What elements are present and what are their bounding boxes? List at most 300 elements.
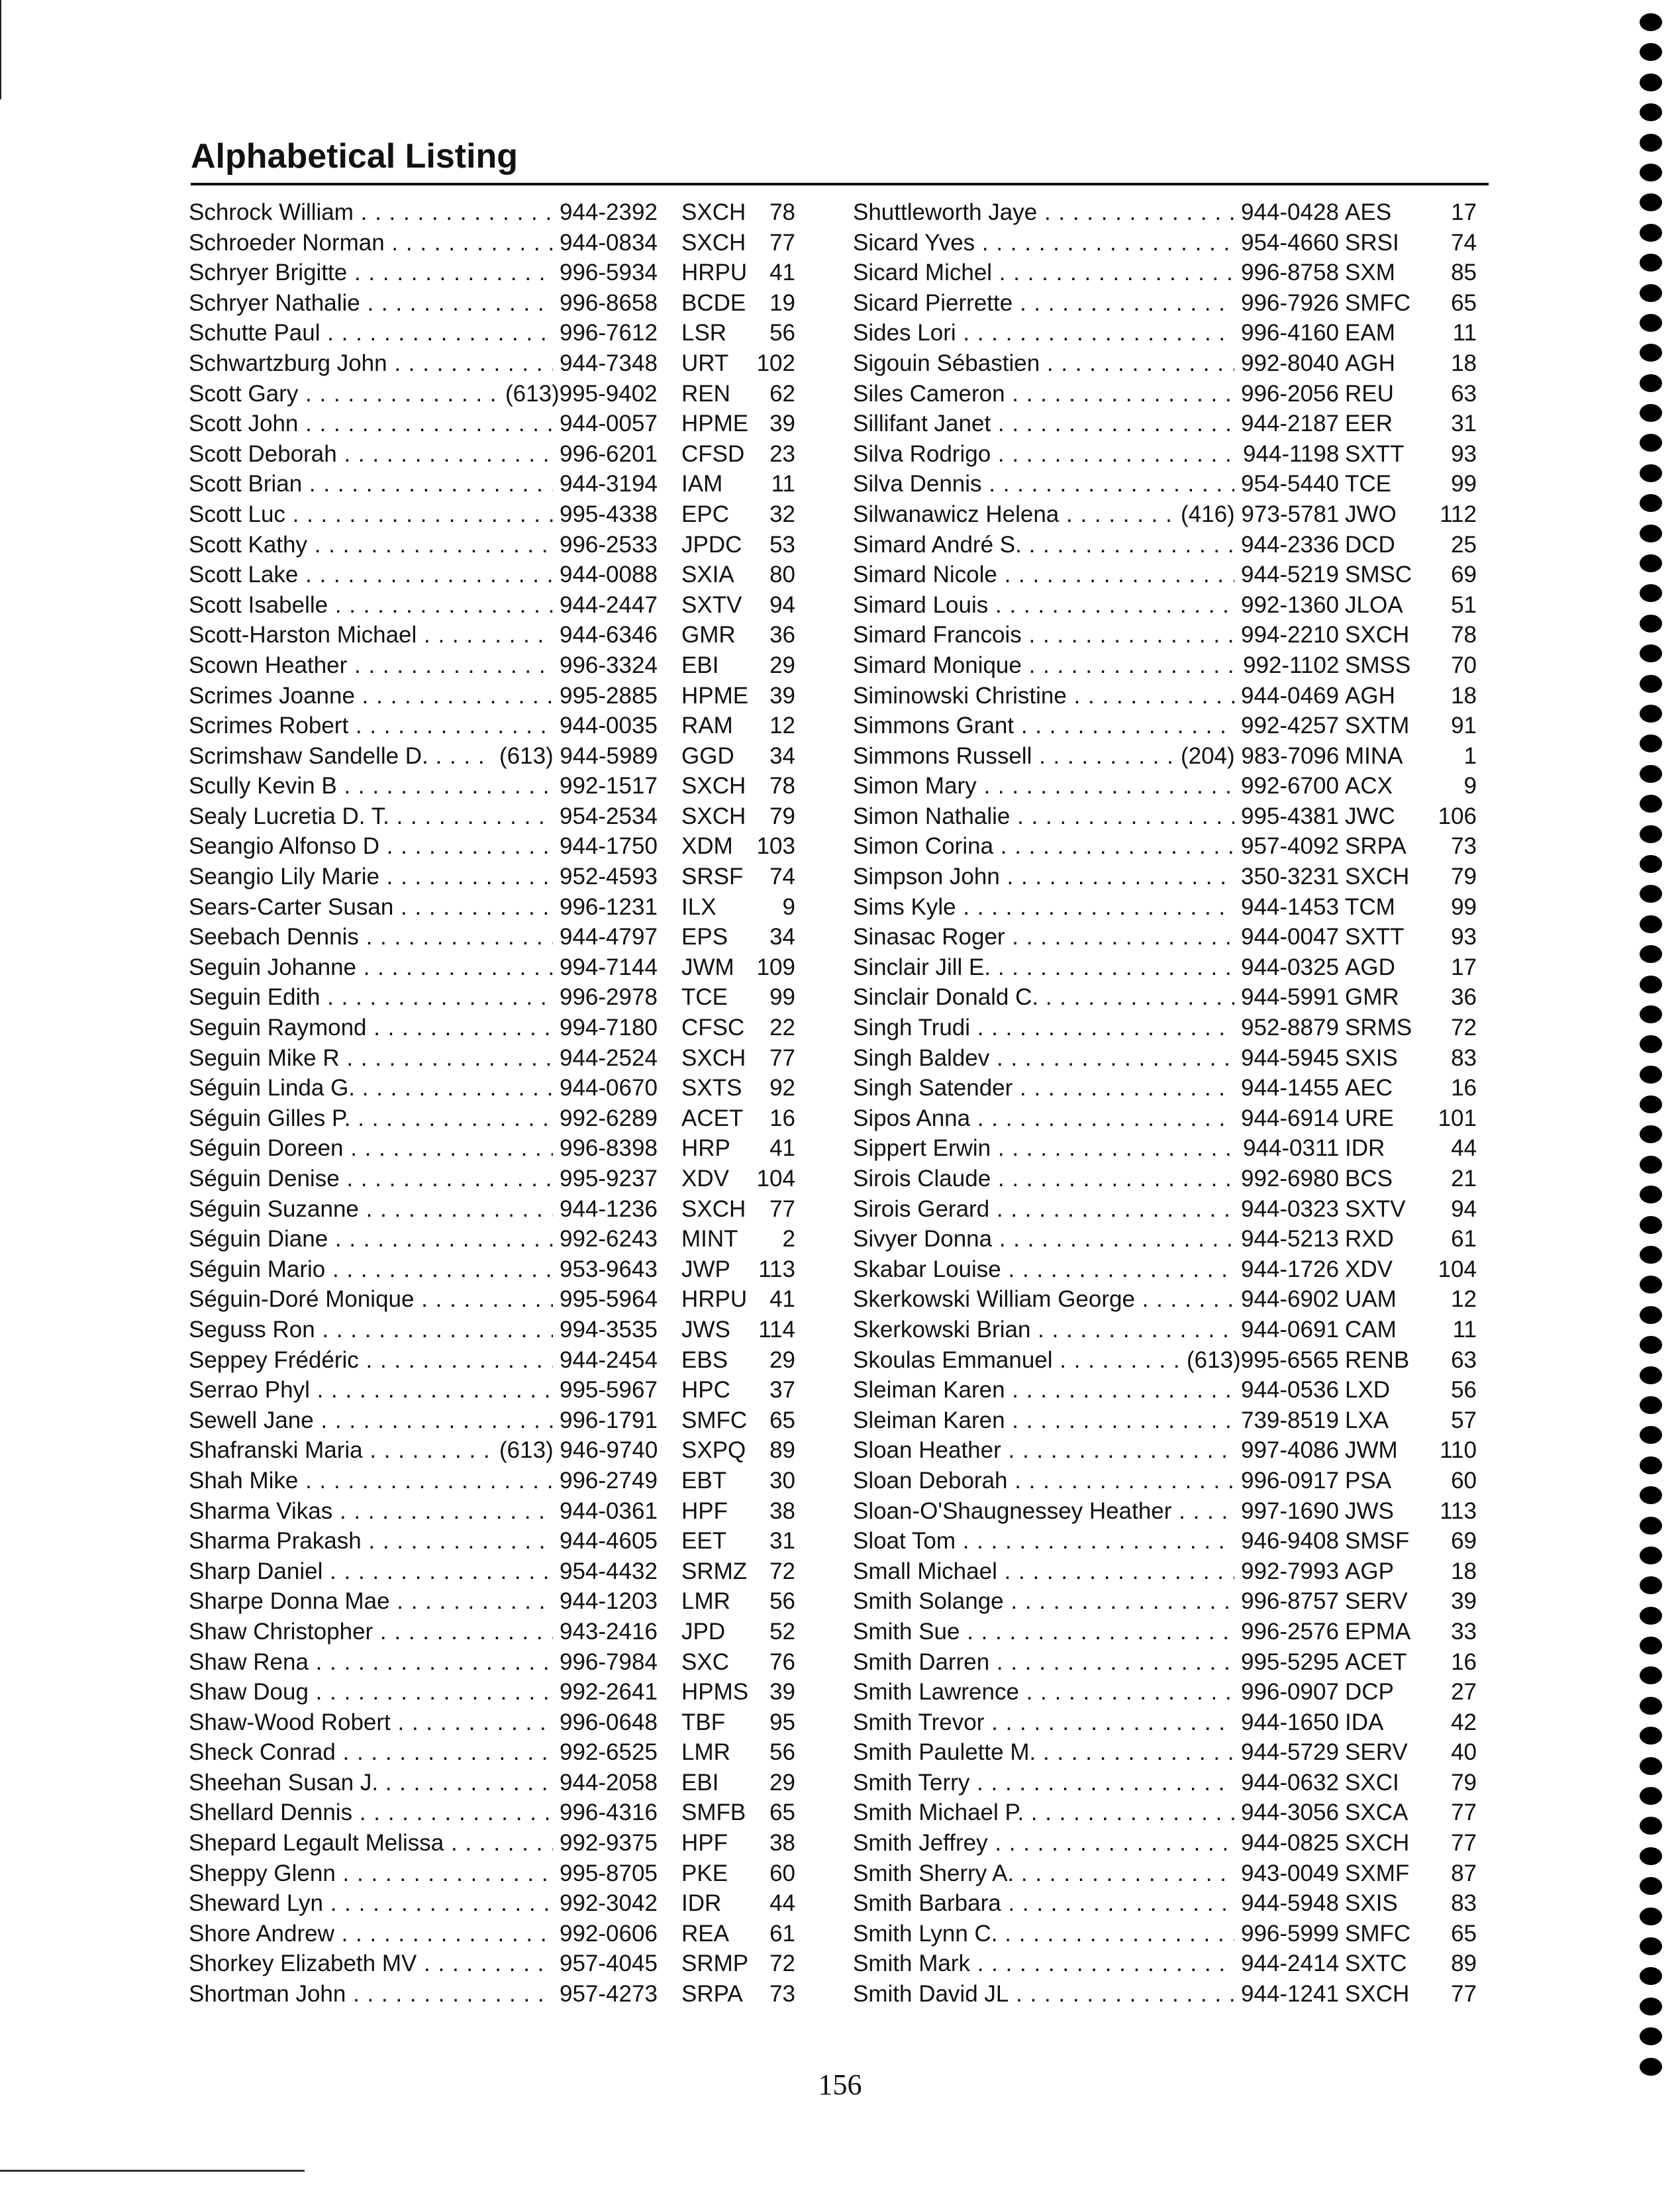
entry-page: 56	[1451, 1377, 1477, 1403]
entry-page: 61	[1451, 1226, 1477, 1252]
entry-dept: ACX	[1345, 773, 1393, 799]
entry-phone: 996-0648	[556, 1707, 658, 1738]
entry-dept: IDR	[1345, 1135, 1385, 1162]
entry-page: 70	[1451, 652, 1477, 678]
entry-page: 37	[769, 1377, 795, 1403]
entry-name: Scott Luc . . .	[189, 499, 553, 530]
entry-phone: 996-1791	[556, 1405, 658, 1436]
entry-phone: 992-4257	[1237, 711, 1339, 741]
entry-dept: BCS	[1345, 1166, 1393, 1192]
title-rule	[191, 183, 1489, 185]
entry-phone: 944-0323	[1237, 1194, 1339, 1225]
binding-hole	[1640, 735, 1662, 752]
binding-hole	[1640, 134, 1662, 152]
entry-name: Simard Monique . . .	[853, 650, 1236, 681]
entry-page: 41	[769, 1286, 795, 1313]
entry-phone: 995-5964	[556, 1284, 658, 1315]
binding-hole	[1640, 1877, 1662, 1895]
entry-dept: JWM	[1345, 1437, 1398, 1464]
entry-phone: 996-2576	[1237, 1617, 1339, 1647]
entry-page: 51	[1451, 591, 1477, 618]
entry-name: Simon Nathalie . . .	[853, 801, 1234, 832]
entry-page: 41	[769, 1135, 795, 1162]
entry-name: Singh Trudi . . .	[853, 1013, 1234, 1043]
entry-phone: 994-2210	[1237, 620, 1339, 650]
entry-name: Sivyer Donna . . .	[853, 1224, 1234, 1254]
entry-dept: EBI	[681, 1769, 719, 1796]
entry-page: 104	[756, 1166, 795, 1192]
binding-hole	[1640, 1396, 1662, 1414]
entry-name: Sillifant Janet . . .	[853, 409, 1234, 439]
entry-dept: SXTM	[1345, 713, 1410, 739]
entry-name: Sigouin Sébastien . . .	[853, 348, 1234, 379]
binding-hole	[1640, 1967, 1662, 1985]
entry-dept: PKE	[681, 1860, 728, 1886]
entry-name: Schryer Nathalie . . .	[189, 288, 553, 319]
entry-dept: JWM	[681, 954, 734, 980]
binding-hole	[1640, 644, 1662, 662]
entry-page: 34	[769, 742, 795, 769]
entry-phone: 995-5295	[1237, 1647, 1339, 1678]
entry-page: 113	[758, 1256, 795, 1282]
entry-phone: 996-8758	[1237, 258, 1339, 288]
entry-name: Smith Jeffrey . . .	[853, 1828, 1234, 1858]
entry-phone: 944-3194	[556, 469, 658, 499]
entry-dept: SXCH	[681, 773, 746, 799]
entry-dept: RXD	[1345, 1226, 1394, 1252]
entry-page: 12	[769, 713, 795, 739]
entry-page: 65	[1451, 1920, 1477, 1947]
binding-hole	[1640, 1125, 1662, 1143]
entry-dept: HRPU	[681, 1286, 748, 1313]
entry-name: Schroeder Norman . . .	[189, 228, 553, 258]
entry-phone: 944-2447	[556, 590, 658, 621]
entry-phone: 995-2885	[556, 681, 658, 711]
entry-phone: 996-0917	[1237, 1466, 1339, 1496]
entry-page: 77	[769, 229, 795, 256]
entry-phone: 996-6201	[556, 439, 658, 470]
entry-name: Siminowski Christine . . .	[853, 681, 1234, 711]
entry-page: 38	[769, 1498, 795, 1524]
entry-name: Smith Solange . . .	[853, 1586, 1234, 1617]
entry-dept: LXD	[1345, 1377, 1391, 1403]
entry-phone: 944-1750	[556, 831, 658, 862]
entry-page: 102	[756, 350, 795, 376]
binding-hole	[1640, 554, 1662, 572]
entry-page: 76	[769, 1649, 795, 1675]
entry-name: Seguin Edith . . .	[189, 982, 553, 1013]
entry-page: 44	[1451, 1135, 1477, 1162]
entry-dept: AGH	[1345, 350, 1395, 376]
entry-name: Scully Kevin B . . .	[189, 771, 553, 801]
entry-page: 29	[769, 1769, 795, 1796]
binding-hole	[1640, 103, 1662, 121]
entry-name: Shaw Rena . . .	[189, 1647, 553, 1678]
entry-dept: SXCA	[1345, 1800, 1408, 1826]
entry-name: Schryer Brigitte . . .	[189, 258, 553, 288]
entry-dept: GMR	[681, 622, 736, 648]
entry-phone: 992-9375	[556, 1828, 658, 1858]
entry-name: Smith Lawrence . . .	[853, 1677, 1234, 1707]
entry-page: 27	[1451, 1679, 1477, 1705]
entry-phone: 943-0049	[1237, 1858, 1339, 1889]
entry-dept: SXCH	[1345, 1830, 1410, 1856]
entry-phone: 992-6980	[1237, 1164, 1339, 1194]
entry-dept: CFSC	[681, 1015, 745, 1041]
page-edge-line	[0, 0, 1, 99]
entry-name: Skerkowski Brian . . .	[853, 1315, 1234, 1345]
entry-name: Sirois Claude . . .	[853, 1164, 1234, 1194]
entry-page: 33	[1451, 1618, 1477, 1645]
entry-page: 77	[1451, 1981, 1477, 2007]
entry-page: 99	[1451, 471, 1477, 497]
entry-phone: 350-3231	[1237, 862, 1339, 892]
page-title: Alphabetical Listing	[191, 137, 519, 176]
entry-dept: SRMS	[1345, 1015, 1412, 1041]
entry-page: 94	[769, 591, 795, 618]
entry-dept: SERV	[1345, 1588, 1408, 1615]
entry-phone: 944-2454	[556, 1345, 658, 1376]
entry-name: Scott Brian . . .	[189, 469, 553, 499]
entry-phone: 996-8398	[556, 1133, 658, 1164]
entry-name: Smith Terry . . .	[853, 1768, 1234, 1798]
entry-dept: SXCH	[681, 803, 746, 829]
entry-dept: RENB	[1345, 1347, 1410, 1373]
entry-page: 61	[769, 1920, 795, 1947]
entry-dept: SXIA	[681, 562, 734, 588]
entry-phone: 944-0325	[1237, 952, 1339, 983]
entry-name: Silwanawicz Helena . . .	[853, 499, 1174, 530]
entry-phone: 944-0047	[1237, 922, 1339, 952]
entry-phone: 944-1198	[1239, 439, 1339, 470]
binding-hole	[1640, 945, 1662, 963]
entry-dept: SRMP	[681, 1951, 749, 1977]
entry-page: 31	[769, 1528, 795, 1554]
entry-dept: XDV	[1345, 1256, 1393, 1282]
binding-hole	[1640, 1486, 1662, 1504]
binding-hole	[1640, 915, 1662, 933]
entry-name: Sharma Prakash . . .	[189, 1526, 553, 1556]
entry-page: 99	[769, 984, 795, 1011]
entry-name: Schrock William . . .	[189, 197, 553, 228]
binding-hole	[1640, 855, 1662, 873]
entry-dept: IAM	[681, 471, 723, 497]
entry-page: 65	[769, 1407, 795, 1433]
entry-phone: (416) 973-5781	[1177, 499, 1339, 530]
entry-dept: JLOA	[1345, 591, 1403, 618]
entry-name: Seebach Dennis . . .	[189, 922, 553, 952]
entry-page: 79	[769, 803, 795, 829]
entry-page: 63	[1451, 380, 1477, 407]
entry-name: Sears-Carter Susan . . .	[189, 892, 553, 923]
binding-hole	[1640, 1095, 1662, 1113]
entry-page: 93	[1451, 924, 1477, 950]
entry-name: Schwartzburg John . . .	[189, 348, 553, 379]
entry-page: 11	[1452, 1316, 1477, 1343]
entry-name: Silva Rodrigo . . .	[853, 439, 1236, 470]
entry-phone: 943-2416	[556, 1617, 658, 1647]
entry-name: Sicard Pierrette . . .	[853, 288, 1234, 319]
entry-name: Scott Kathy . . .	[189, 530, 553, 560]
entry-phone: 944-1650	[1237, 1707, 1339, 1738]
entry-page: 56	[769, 1739, 795, 1766]
binding-hole	[1640, 74, 1662, 91]
entry-phone: 944-5219	[1237, 560, 1339, 590]
entry-page: 103	[756, 833, 795, 860]
entry-page: 18	[1451, 350, 1477, 376]
entry-phone: 944-2414	[1237, 1949, 1339, 1979]
entry-name: Seguin Johanne . . .	[189, 952, 553, 983]
entry-page: 72	[769, 1558, 795, 1584]
entry-name: Seguin Raymond . . .	[189, 1013, 553, 1043]
entry-page: 56	[769, 320, 795, 346]
entry-name: Silva Dennis . . .	[853, 469, 1234, 499]
binding-hole	[1640, 675, 1662, 693]
entry-phone: 944-5945	[1237, 1043, 1339, 1074]
entry-phone: 944-0825	[1237, 1828, 1339, 1858]
entry-name: Singh Satender . . .	[853, 1073, 1234, 1103]
binding-hole	[1640, 494, 1662, 512]
binding-hole	[1640, 193, 1662, 211]
entry-name: Shah Mike . . .	[189, 1466, 553, 1496]
entry-name: Seppey Frédéric . . .	[189, 1345, 553, 1376]
entry-phone: 996-8757	[1237, 1586, 1339, 1617]
entry-name: Shorkey Elizabeth MV . . .	[189, 1949, 553, 1979]
entry-dept: MINA	[1345, 742, 1403, 769]
entry-phone: 944-5729	[1237, 1737, 1339, 1768]
entry-phone: 944-2524	[556, 1043, 658, 1074]
entry-name: Simmons Russell . . .	[853, 741, 1174, 772]
entry-phone: 944-2058	[556, 1768, 658, 1798]
entry-name: Seangio Alfonso D . . .	[189, 831, 553, 862]
binding-hole	[1640, 1937, 1662, 1955]
entry-dept: SRSF	[681, 864, 744, 890]
entry-phone: 992-7993	[1237, 1556, 1339, 1587]
entry-name: Séguin Gilles P. . . .	[189, 1103, 553, 1134]
binding-hole	[1640, 1366, 1662, 1384]
entry-phone: 944-1236	[556, 1194, 658, 1225]
entry-name: Seangio Lily Marie . . .	[189, 862, 553, 892]
entry-phone: 944-1203	[556, 1586, 658, 1617]
entry-page: 42	[1451, 1709, 1477, 1735]
entry-dept: HPC	[681, 1377, 730, 1403]
binding-hole	[1640, 1697, 1662, 1715]
entry-name: Scott Deborah . . .	[189, 439, 553, 470]
entry-page: 38	[769, 1830, 795, 1856]
entry-name: Sipos Anna . . .	[853, 1103, 1234, 1134]
entry-name: Schutte Paul . . .	[189, 318, 553, 348]
entry-phone: 996-7926	[1237, 288, 1339, 319]
entry-dept: HPME	[681, 411, 749, 437]
entry-page: 77	[769, 1195, 795, 1222]
entry-name: Shore Andrew . . .	[189, 1919, 553, 1949]
binding-hole	[1640, 1306, 1662, 1324]
entry-page: 78	[769, 773, 795, 799]
binding-hole	[1640, 1787, 1662, 1805]
entry-dept: SMSS	[1345, 652, 1411, 678]
entry-dept: SXIS	[1345, 1044, 1398, 1071]
entry-dept: SRSI	[1345, 229, 1399, 256]
entry-name: Seguin Mike R . . .	[189, 1043, 553, 1074]
entry-dept: TCE	[681, 984, 728, 1011]
entry-dept: MINT	[681, 1226, 738, 1252]
entry-page: 112	[1440, 501, 1477, 527]
entry-name: Sides Lori . . .	[853, 318, 1234, 348]
entry-name: Small Michael . . .	[853, 1556, 1234, 1587]
entry-page: 77	[769, 1044, 795, 1071]
entry-dept: SXMF	[1345, 1860, 1410, 1886]
entry-dept: SRPA	[681, 1981, 743, 2007]
entry-dept: DCP	[1345, 1679, 1394, 1705]
entry-name: Sloan Deborah . . .	[853, 1466, 1234, 1496]
binding-hole	[1640, 1216, 1662, 1234]
entry-page: 34	[769, 924, 795, 950]
entry-dept: AGD	[1345, 954, 1395, 980]
entry-page: 40	[1451, 1739, 1477, 1766]
entry-page: 73	[769, 1981, 795, 2007]
entry-phone: 944-5948	[1237, 1888, 1339, 1919]
binding-hole	[1640, 1547, 1662, 1564]
entry-name: Simon Mary . . .	[853, 771, 1234, 801]
entry-phone: 994-7180	[556, 1013, 658, 1043]
entry-page: 56	[769, 1588, 795, 1615]
entry-name: Seguss Ron . . .	[189, 1315, 553, 1345]
entry-page: 16	[769, 1105, 795, 1131]
entry-phone: 996-0907	[1237, 1677, 1339, 1707]
binding-hole	[1640, 976, 1662, 993]
entry-dept: DCD	[1345, 531, 1395, 558]
entry-page: 110	[1440, 1437, 1477, 1464]
entry-phone: 944-5213	[1237, 1224, 1339, 1254]
entry-phone: 944-6914	[1237, 1103, 1339, 1134]
entry-page: 69	[1451, 1528, 1477, 1554]
entry-dept: EPS	[681, 924, 728, 950]
entry-phone: 957-4045	[556, 1949, 658, 1979]
entry-page: 63	[1451, 1347, 1477, 1373]
entry-dept: JPDC	[681, 531, 742, 558]
entry-dept: GMR	[1345, 984, 1399, 1011]
entry-dept: REA	[681, 1920, 729, 1947]
entry-page: 73	[1451, 833, 1477, 860]
binding-hole	[1640, 1456, 1662, 1474]
entry-page: 89	[769, 1437, 795, 1464]
entry-page: 32	[769, 501, 795, 527]
entry-phone: 952-8879	[1237, 1013, 1339, 1043]
entry-phone: 952-4593	[556, 862, 658, 892]
entry-phone: 992-6525	[556, 1737, 658, 1768]
entry-dept: SRMZ	[681, 1558, 748, 1584]
entry-page: 72	[769, 1951, 795, 1977]
entry-name: Sleiman Karen . . .	[853, 1375, 1234, 1405]
entry-dept: SMFC	[1345, 289, 1411, 316]
entry-name: Smith Lynn C. . . .	[853, 1919, 1234, 1949]
entry-name: Sloan Heather . . .	[853, 1435, 1234, 1466]
entry-phone: 944-6346	[556, 620, 658, 650]
entry-phone: 944-0361	[556, 1496, 658, 1527]
entry-dept: SXCH	[681, 1195, 746, 1222]
binding-hole	[1640, 615, 1662, 633]
entry-page: 16	[1451, 1075, 1477, 1101]
entry-name: Smith Paulette M. . . .	[853, 1737, 1234, 1768]
binding-hole	[1640, 43, 1662, 61]
entry-dept: AEC	[1345, 1075, 1393, 1101]
entry-phone: 944-0088	[556, 560, 658, 590]
entry-dept: LMR	[681, 1739, 730, 1766]
binding-hole	[1640, 1035, 1662, 1053]
binding-hole	[1640, 404, 1662, 422]
binding-hole	[1640, 795, 1662, 813]
entry-dept: ACET	[1345, 1649, 1407, 1675]
entry-page: 62	[769, 380, 795, 407]
entry-dept: PSA	[1345, 1467, 1392, 1494]
entry-dept: JWO	[1345, 501, 1397, 527]
entry-name: Séguin Diane . . .	[189, 1224, 553, 1254]
entry-phone: 992-1517	[556, 771, 658, 801]
entry-phone: 944-0035	[556, 711, 658, 741]
entry-phone: 944-2392	[556, 197, 658, 228]
entry-page: 18	[1451, 1558, 1477, 1584]
entry-page: 53	[769, 531, 795, 558]
entry-dept: EET	[681, 1528, 727, 1554]
entry-name: Shortman John . . .	[189, 1979, 553, 2009]
binding-hole	[1640, 164, 1662, 181]
entry-phone: 994-3535	[556, 1315, 658, 1345]
entry-dept: ILX	[681, 893, 716, 920]
binding-hole	[1640, 1186, 1662, 1203]
entry-name: Sicard Yves . . .	[853, 228, 1234, 258]
entry-name: Smith Michael P. . . .	[853, 1798, 1234, 1828]
entry-phone: 944-1455	[1237, 1073, 1339, 1103]
entry-name: Smith Darren . . .	[853, 1647, 1234, 1678]
binding-hole	[1640, 1907, 1662, 1925]
entry-name: Scott Gary . . .	[189, 379, 499, 409]
entry-name: Sleiman Karen . . .	[853, 1405, 1234, 1436]
entry-phone: 954-4432	[556, 1556, 658, 1587]
binding-hole	[1640, 284, 1662, 302]
entry-dept: BCDE	[681, 289, 746, 316]
entry-dept: RAM	[681, 713, 733, 739]
binding-hole	[1640, 1426, 1662, 1444]
entry-dept: SXCH	[681, 199, 746, 225]
entry-phone: (613) 946-9740	[495, 1435, 658, 1466]
entry-phone: 995-4381	[1237, 801, 1339, 832]
entry-name: Scott Lake . . .	[189, 560, 553, 590]
entry-phone: 944-6902	[1237, 1284, 1339, 1315]
entry-dept: SXCH	[681, 229, 746, 256]
entry-dept: SXCH	[1345, 622, 1410, 648]
entry-dept: AGH	[1345, 682, 1395, 709]
entry-dept: EER	[1345, 411, 1393, 437]
binding-hole	[1640, 765, 1662, 783]
entry-phone: 944-0311	[1239, 1133, 1339, 1164]
entry-phone: 954-5440	[1237, 469, 1339, 499]
entry-phone: 996-7612	[556, 318, 658, 348]
entry-page: 109	[756, 954, 795, 980]
entry-page: 79	[1451, 864, 1477, 890]
entry-phone: 992-1102	[1239, 650, 1339, 681]
binding-hole	[1640, 1847, 1662, 1865]
entry-page: 39	[769, 682, 795, 709]
entry-dept: CAM	[1345, 1316, 1397, 1343]
entry-dept: AGP	[1345, 1558, 1394, 1584]
entry-phone: 953-9643	[556, 1254, 658, 1285]
entry-dept: JWP	[681, 1256, 730, 1282]
entry-name: Sims Kyle . . .	[853, 892, 1234, 923]
entry-page: 78	[769, 199, 795, 225]
entry-name: Simard Louis . . .	[853, 590, 1234, 621]
entry-name: Scott Isabelle . . .	[189, 590, 553, 621]
entry-dept: TBF	[681, 1709, 726, 1735]
